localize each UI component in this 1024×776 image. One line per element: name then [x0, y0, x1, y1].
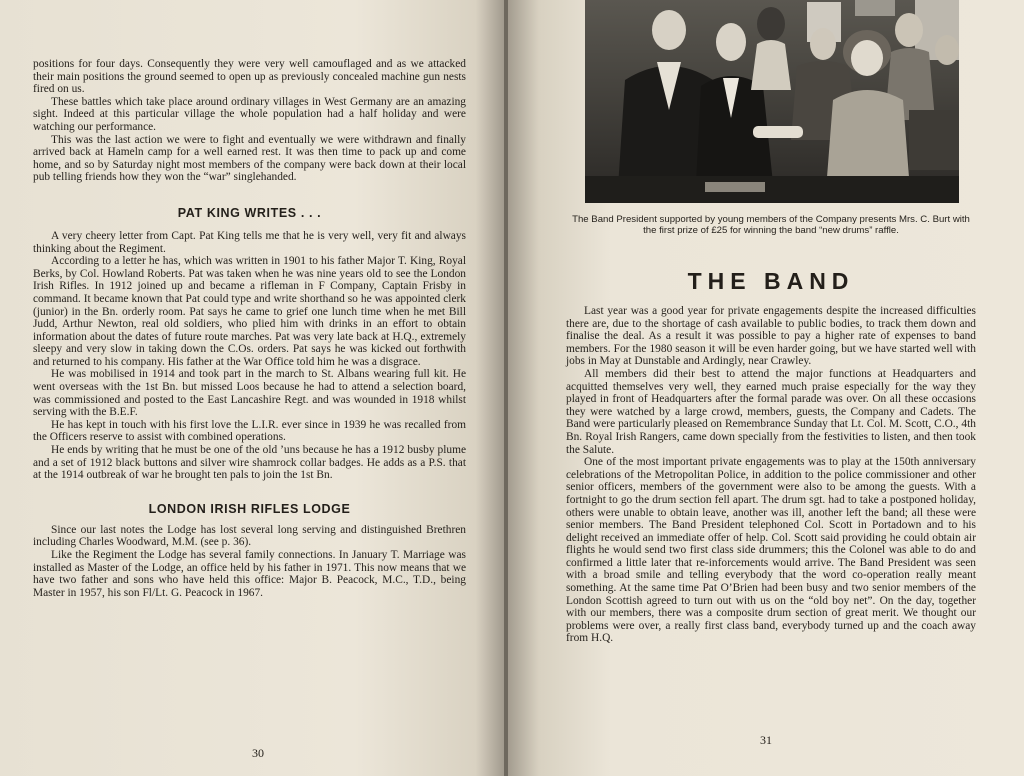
paragraph: positions for four days. Consequently they were very well camouflaged and as we attacked their main positions the ground seemed to open up as previously concealed machine gun nests fired on us.	[33, 58, 466, 96]
paragraph: Like the Regiment the Lodge has several family connections. In January T. Marriage was installed as Master of the Lodge, an office held by his father in 1971. This now means that we have two father and sons who have held this office: Major B. Peacock, M.C., T.D., being Master in 1957, his son Fl/Lt. G. Peacock in 1967.	[33, 549, 466, 599]
band-photo-image	[585, 0, 959, 203]
paragraph: This was the last action we were to fight and eventually we were withdrawn and finally arrived back at Hameln camp for a well earned rest. It was then time to pack up and come home, and so by Saturday night most members of the company were back down at their local pub telling friends how they won the “war” singlehanded.	[33, 133, 466, 184]
paragraph: According to a letter he has, which was written in 1901 to his father Major T. King, Royal Berks, by Col. Howland Roberts. Pat was taken when he was nine years old to see the London Irish Rifles. In 1912 joined up and became a rifleman in F Company, Captain Frisby in command. It became known that Pat could type and write shorthand so he was appointed clerk (junior) in the Bn. orderly room. Pat says he came to grief one lunch time when he met Bill Judd, Arthur Newton, real old soldiers, who plied him with drinks in an effort to obtain information about the dates of future route marches. Pat was very late back at H.Q., extremely sleepy and very slow in taking down the C.Os. orders. Pat says he was kicked out forthwith and returned to his company. His father at the War Office told him he was a disgrace.	[33, 255, 466, 368]
section-heading-lodge: LONDON IRISH RIFLES LODGE	[148, 501, 351, 516]
band-section-title: THE BAND	[687, 268, 855, 294]
page-number-left: 30	[252, 746, 264, 760]
lodge-text	[33, 524, 466, 600]
paragraph: All members did their best to attend the major functions at Headquarters and acquitted themselves very well, they earned much praise especially for the way they played in front of Headquarters after the formal parade was over. On all these occasions they were watched by a large crowd, members, guests, the Company and Cadets. The Band were particularly pleased on Remembrance Sunday that Lt. Col. M. Scott, C.O., 4th Bn. Royal Irish Rangers, came down specially from the festivities to listen, and then took the Salute.	[566, 367, 976, 456]
left-intro-text	[33, 58, 466, 184]
paragraph: He has kept in touch with his first love the L.I.R. ever since in 1939 he was recalled from the Officers reserve to assist with combined operations.	[33, 418, 466, 444]
section-heading-pat-king: PAT KING WRITES . . .	[177, 205, 322, 220]
band-text	[566, 305, 976, 645]
paragraph: These battles which take place around ordinary villages in West Germany are an amazing sight. Indeed at this particular village the whole population had a half holiday and were watching our performance.	[33, 95, 466, 133]
paragraph: Last year was a good year for private engagements despite the increased difficulties there are, due to the shortage of cash available to public bodies, to track them down and finalise the deal. As a result it was possible to pay a higher rate of expenses to band members. For the 1980 season it will be even harder going, but we have started well with jobs in May at Dunstable and Ardingly, near Crawley.	[566, 305, 976, 368]
left-page	[0, 0, 506, 776]
page-number-right: 31	[760, 733, 772, 747]
photo-caption: The Band President supported by young members of the Company presents Mrs. C. Burt with the first prize of £25 for winning the band “new drums” raffle.	[572, 214, 970, 236]
paragraph: A very cheery letter from Capt. Pat King tells me that he is very well, very fit and always thinking about the Regiment.	[33, 229, 466, 255]
pat-king-text	[33, 230, 466, 482]
left-page-column	[33, 58, 466, 599]
paragraph: One of the most important private engagements was to play at the 150th anniversary celebrations of the Metropolitan Police, in addition to the police commissioner and other senior officers, members of the government were also to be among the guests. With a fortnight to go the drum section fell apart. The drum sgt. had to take a postponed holiday, others were unable to obtain leave, another was ill, another left the band; all these were senior members. The Band President telephoned Col. Scott in Portadown and to his delight received an immediate offer of help. Col. Scott said providing he could obtain air flights he would send two first class side drummers; this the Colonel was able to do and confirmed a little later that re-inforcements would arrive. The Band President was seen with a broad smile and telling everybody that the word co-operation really meant something. At the same time Pat O’Brien had been busy and two senior members of the London Scottish agreed to turn out with us on the “old boy net”. On the day, together with our members, there was a composite drum section of great merit. We thought our problems were over, a really first class band, everybody turned up and the coach away from H.Q.	[566, 456, 976, 645]
paragraph: He ends by writing that he must be one of the old ’uns because he has a 1912 busby plume and a set of 1912 black buttons and silver wire shamrock collar badges. He adds as a P.S. that at the 1914 outbreak of war he brought ten pals to join the 1st Bn.	[33, 444, 466, 482]
paragraph: He was mobilised in 1914 and took part in the march to St. Albans wearing full kit. He went overseas with the 1st Bn. but missed Loos because he had to attend a selection board, was commissioned and posted to the East Lancashire Regt. and was wounded in 1918 whilst serving with the B.E.F.	[33, 368, 466, 419]
band-photo	[585, 0, 959, 203]
right-page-column	[566, 305, 976, 645]
paragraph: Since our last notes the Lodge has lost several long serving and distinguished Brethren including Charles Woodward, M.M. (see p. 36).	[33, 523, 466, 549]
